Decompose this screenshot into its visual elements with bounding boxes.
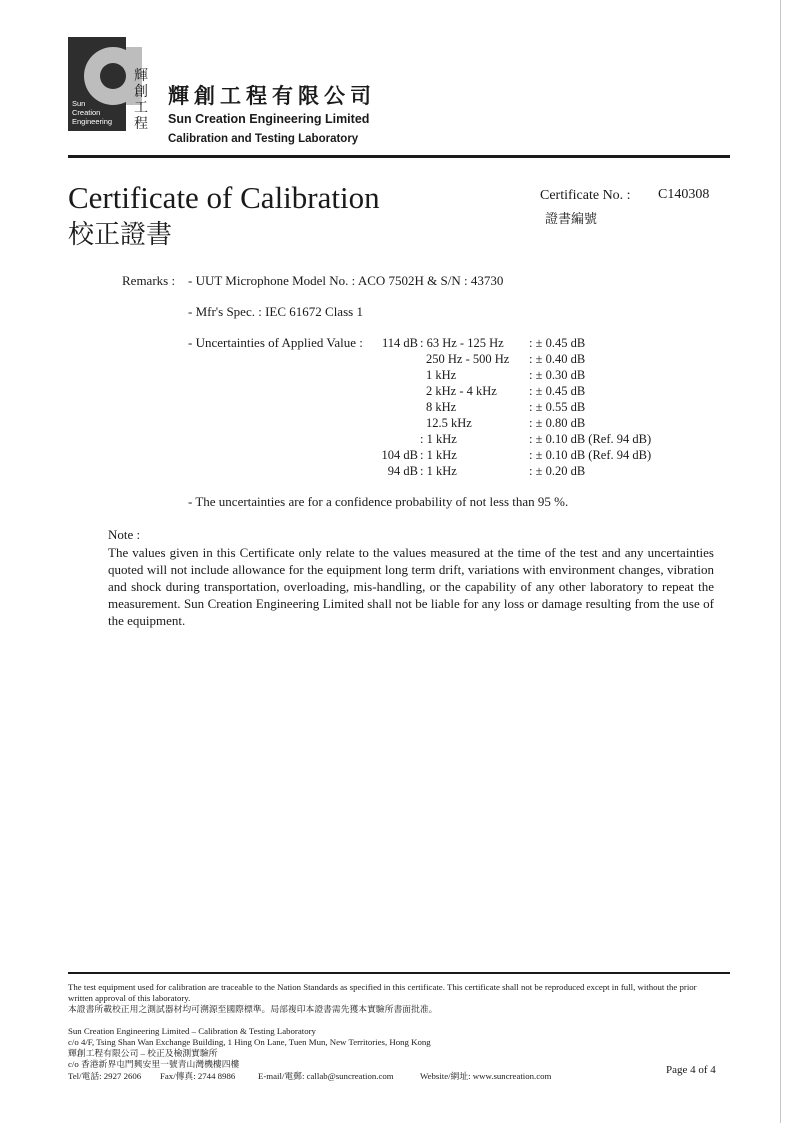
certificate-number: C140308	[658, 187, 710, 202]
address-line: c/o 4/F, Tsing Shan Wan Exchange Building, 1 Hing On Lane, Tuen Mun, New Territories, Hong Kong	[68, 1037, 431, 1047]
laboratory-name: Calibration and Testing Laboratory	[168, 133, 359, 145]
table-cell-frequency: : 1 kHz	[420, 432, 457, 446]
table-cell-uncertainty: : ± 0.20 dB	[529, 464, 586, 478]
address-line: Sun Creation Engineering Limited – Calibration & Testing Laboratory	[68, 1026, 316, 1036]
table-cell-frequency: : 1 kHz	[420, 464, 457, 478]
traceability-statement: The test equipment used for calibration are traceable to the Nation Standards as specified in this certificate. This certificate shall not be reproduced except in full, without the prior	[68, 982, 697, 992]
table-cell-frequency: 8 kHz	[426, 400, 457, 414]
table-cell-frequency: 1 kHz	[426, 368, 457, 382]
certificate-title-chinese: 校正證書	[68, 220, 173, 249]
note-body: The values given in this Certificate only relate to the values measured at the time of the test and any uncertainties quoted will not include allowance for the equipment long term drift, variations with environment changes, vibration and shock during transportation, overloading, mis-handling, or the capability of any other laboratory to repeat the measurement. Sun Creation Engineering Limited shall not be liable for any loss or damage resulting from the use of the equipment.	[108, 545, 714, 628]
table-cell-uncertainty: : ± 0.30 dB	[529, 368, 586, 382]
website: Website/網址: www.suncreation.com	[420, 1071, 552, 1081]
address-line-chinese: c/o 香港新界屯門興安里一號青山灣機樓四樓	[68, 1059, 240, 1069]
logo-text-line: Engineering	[72, 117, 113, 126]
logo-text-line: Sun	[72, 99, 86, 108]
scan-edge	[780, 0, 781, 1123]
table-cell-uncertainty: : ± 0.40 dB	[529, 352, 586, 366]
table-cell-uncertainty: : ± 0.55 dB	[529, 400, 586, 414]
company-name-english: Sun Creation Engineering Limited	[168, 112, 370, 126]
uncertainties-label: - Uncertainties of Applied Value :	[188, 335, 363, 350]
traceability-statement-chinese: 本證書所載校正用之測試器材均可溯源至國際標準。局部複印本證書需先獲本實驗所書面批准。	[68, 1004, 438, 1014]
table-cell-level: 114 dB	[382, 336, 418, 350]
table-cell-uncertainty: : ± 0.45 dB	[529, 384, 586, 398]
table-cell-level: 94 dB	[387, 464, 418, 478]
note-label: Note :	[108, 527, 141, 542]
email: E-mail/電郵: callab@suncreation.com	[258, 1071, 394, 1081]
table-cell-frequency: : 63 Hz - 125 Hz	[420, 336, 504, 350]
company-name-chinese: 輝創工程有限公司	[168, 85, 376, 108]
table-cell-level: 104 dB	[381, 448, 418, 462]
table-cell-uncertainty: : ± 0.80 dB	[529, 416, 586, 430]
telephone: Tel/電話: 2927 2606	[68, 1071, 142, 1081]
header-divider	[68, 155, 730, 158]
fax: Fax/傳真: 2744 8986	[160, 1071, 236, 1081]
logo-text-line: Creation	[72, 108, 101, 117]
logo-cjk-char: 工	[134, 99, 148, 115]
table-cell-uncertainty: : ± 0.10 dB (Ref. 94 dB)	[529, 448, 652, 462]
table-cell-frequency: : 1 kHz	[420, 448, 457, 462]
certificate-title: Certificate of Calibration	[68, 180, 380, 215]
footer-divider	[68, 972, 730, 974]
mfr-spec: - Mfr's Spec. : IEC 61672 Class 1	[188, 304, 363, 319]
address-line-chinese: 輝創工程有限公司 – 校正及檢測實驗所	[68, 1048, 218, 1058]
confidence-statement: - The uncertainties are for a confidence probability of not less than 95 %.	[188, 494, 569, 509]
logo-cjk-char: 程	[134, 115, 148, 131]
uut-model: - UUT Microphone Model No. : ACO 7502H & S/N : 43730	[188, 273, 504, 288]
table-cell-frequency: 2 kHz - 4 kHz	[426, 384, 497, 398]
table-cell-frequency: 12.5 kHz	[426, 416, 472, 430]
traceability-statement: written approval of this laboratory.	[68, 993, 191, 1003]
certificate-number-label: Certificate No. :	[540, 188, 631, 203]
table-cell-uncertainty: : ± 0.10 dB (Ref. 94 dB)	[529, 432, 652, 446]
certificate-number-label-chinese: 證書編號	[545, 211, 598, 226]
company-logo	[68, 37, 156, 131]
page-number: Page 4 of 4	[666, 1064, 716, 1076]
logo-cjk-char: 輝	[134, 67, 148, 83]
table-cell-frequency: 250 Hz - 500 Hz	[426, 352, 510, 366]
logo-cjk-char: 創	[134, 83, 148, 99]
table-cell-uncertainty: : ± 0.45 dB	[529, 336, 586, 350]
remarks-label: Remarks :	[122, 273, 176, 288]
